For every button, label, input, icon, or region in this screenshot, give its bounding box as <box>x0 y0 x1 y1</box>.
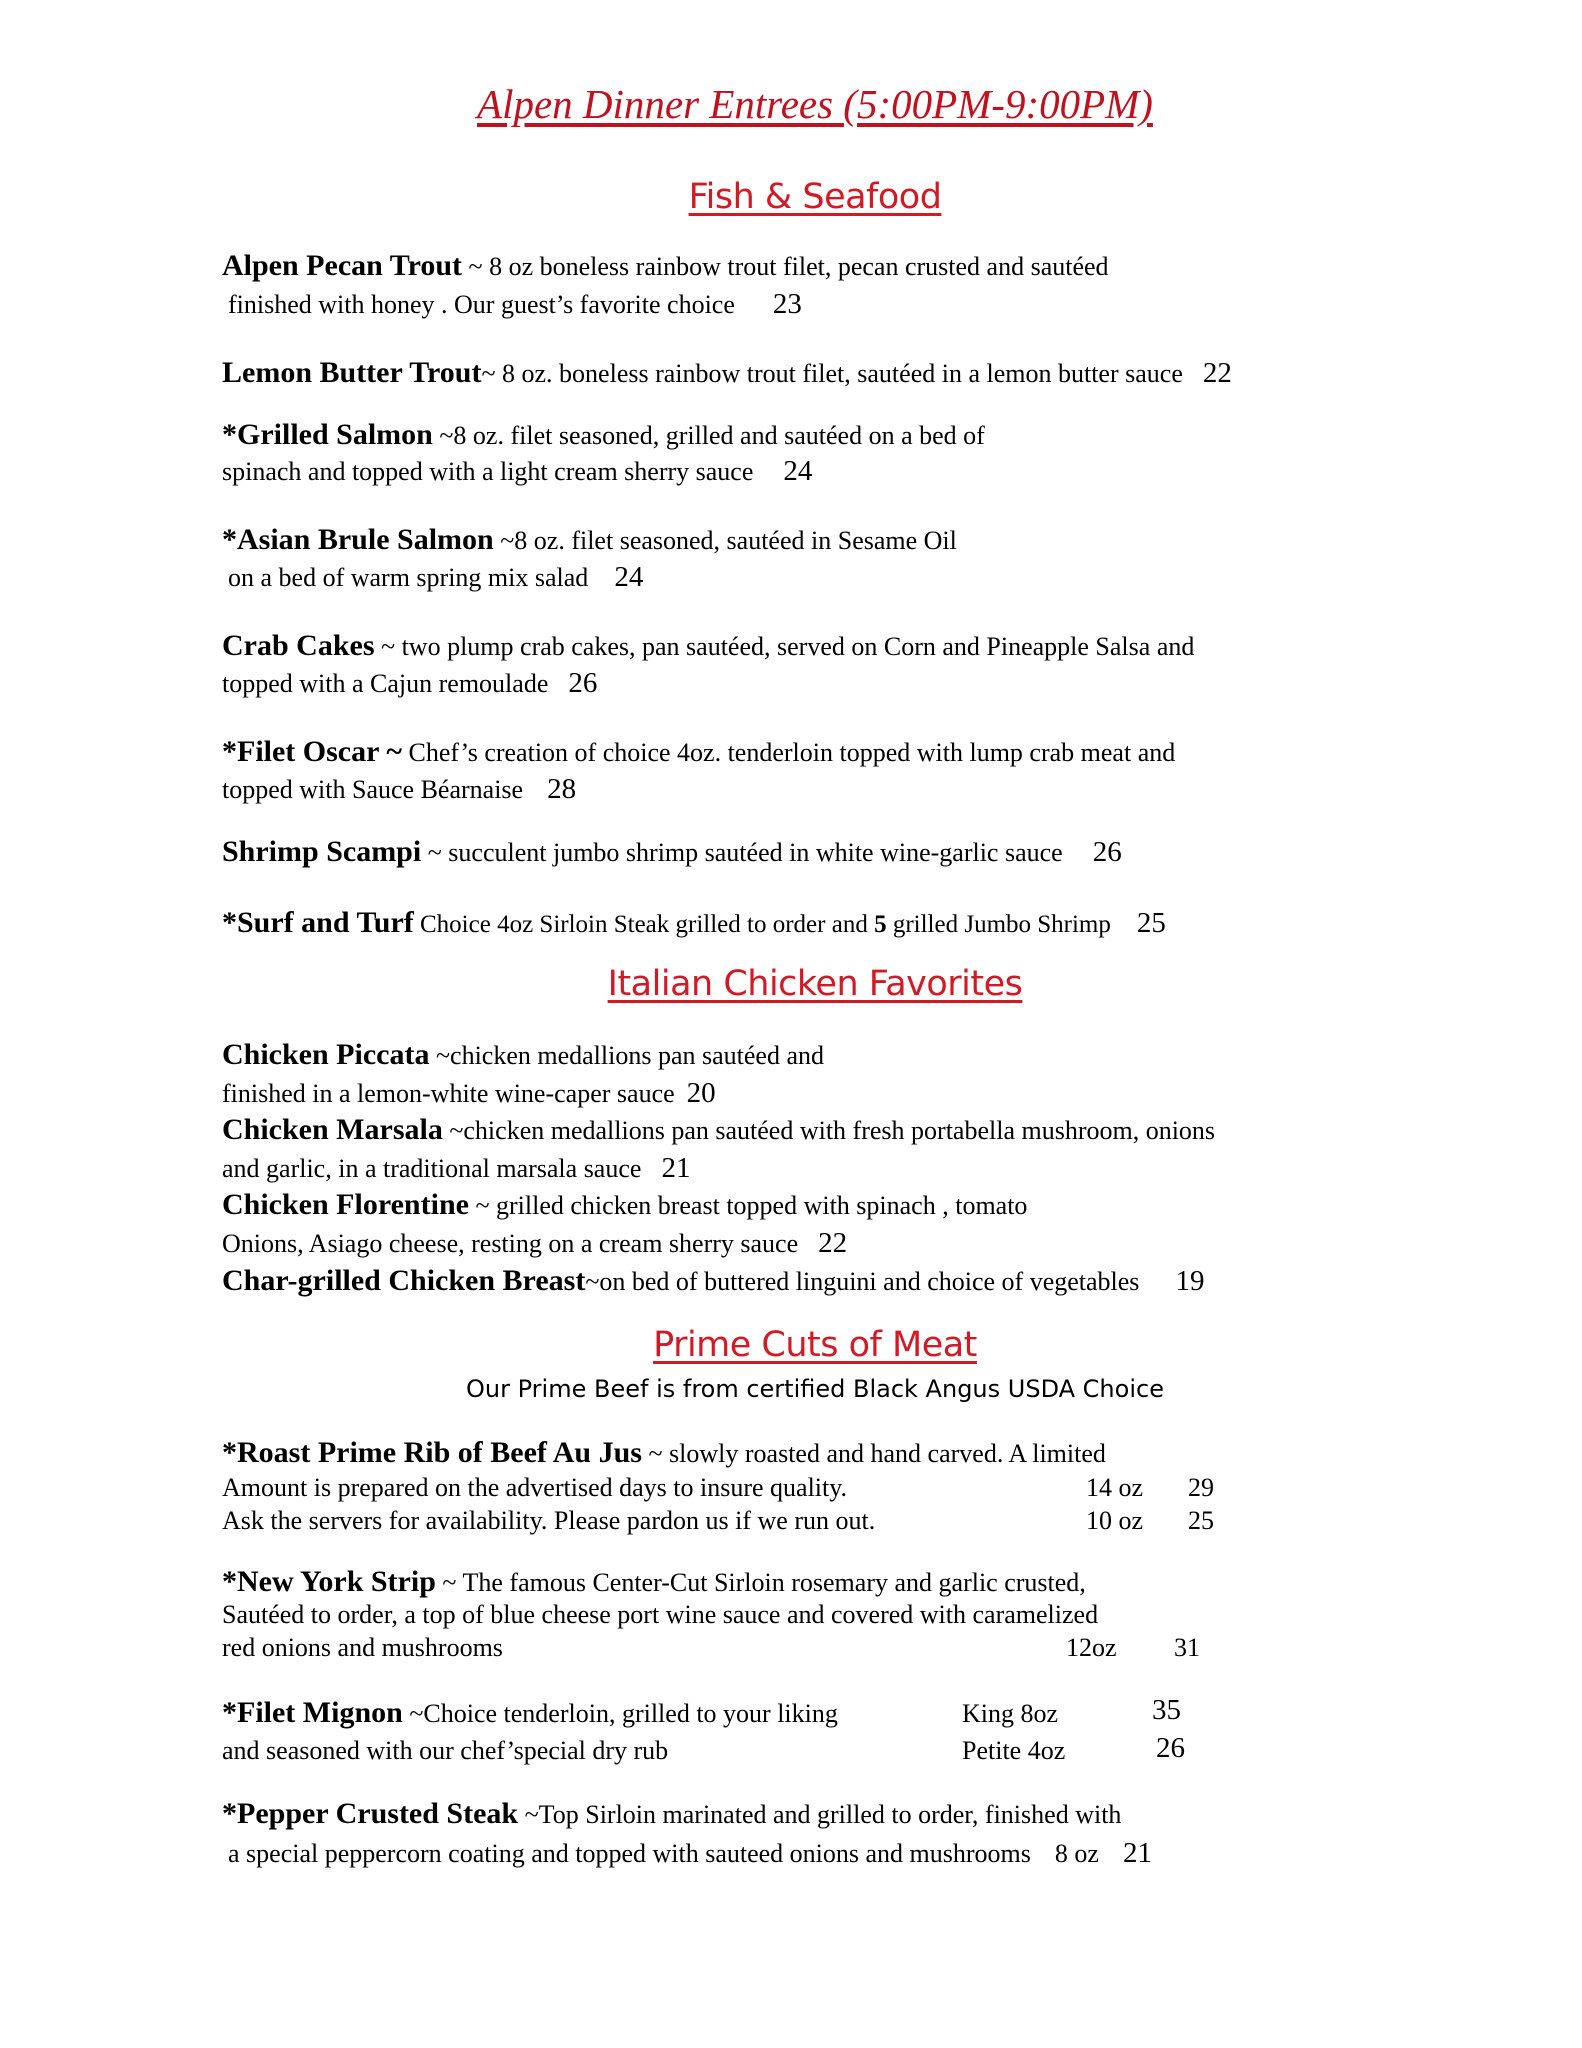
item-name: Crab Cakes <box>222 629 375 662</box>
item-price: 24 <box>614 561 644 593</box>
item-price: 25 <box>1188 1506 1214 1535</box>
menu-item-filet-oscar <box>222 735 1175 769</box>
item-price: 28 <box>547 773 577 805</box>
menu-item-chicken-florentine <box>222 1188 1027 1222</box>
item-name: *Grilled Salmon <box>222 418 433 451</box>
item-desc: ~chicken medallions pan sautéed and <box>429 1041 825 1070</box>
item-desc-line: Sautéed to order, a top of blue cheese port wine sauce and covered with caramelized <box>222 1600 1099 1629</box>
item-price: 20 <box>686 1077 716 1109</box>
item-name: *Filet Oscar ~ <box>222 735 402 768</box>
item-price: 24 <box>783 455 813 487</box>
section-subtitle: Our Prime Beef is from certified Black Angus USDA Choice <box>466 1375 1164 1403</box>
section-fish-seafood: Fish & Seafood <box>688 177 942 217</box>
item-desc-line <box>222 667 597 700</box>
menu-item-asian-brule-salmon <box>222 523 957 557</box>
item-price: 26 <box>1156 1732 1185 1764</box>
item-price: 19 <box>1175 1265 1205 1297</box>
item-desc: topped with a Cajun remoulade <box>222 669 549 698</box>
item-name: Shrimp Scampi <box>222 835 422 868</box>
item-desc-line: and seasoned with our chef’special dry rub <box>222 1736 669 1765</box>
item-price: 31 <box>1174 1633 1200 1662</box>
item-desc-line <box>222 1152 690 1185</box>
menu-item-pecan-trout <box>222 249 1109 283</box>
item-price: 29 <box>1188 1473 1214 1502</box>
menu-item-chicken-marsala <box>222 1113 1215 1147</box>
item-desc: a special peppercorn coating and topped with sauteed onions and mushrooms <box>228 1839 1031 1868</box>
menu-item-prime-rib <box>222 1436 1106 1470</box>
menu-item-shrimp-scampi <box>222 835 1122 869</box>
menu-item-surf-and-turf <box>222 906 1166 940</box>
section-prime-cuts: Prime Cuts of Meat <box>653 1325 977 1365</box>
item-size: 12oz <box>1066 1633 1117 1662</box>
item-desc: ~Top Sirloin marinated and grilled to order, finished with <box>518 1800 1122 1829</box>
item-size: 10 oz <box>1086 1506 1144 1535</box>
item-desc: ~ The famous Center-Cut Sirloin rosemary and garlic crusted, <box>435 1568 1086 1597</box>
item-name: *Surf and Turf <box>222 906 414 939</box>
menu-item-filet-mignon <box>222 1696 838 1730</box>
menu-item-lemon-butter-trout <box>222 356 1232 390</box>
menu-item-grilled-salmon <box>222 418 985 452</box>
menu-item-char-grilled-chicken <box>222 1264 1204 1298</box>
item-size: 8 oz <box>1054 1839 1099 1868</box>
item-desc: ~ grilled chicken breast topped with spinach , tomato <box>468 1191 1028 1220</box>
item-price: 23 <box>772 288 802 320</box>
item-desc: ~ two plump crab cakes, pan sautéed, served on Corn and Pineapple Salsa and <box>374 632 1195 661</box>
item-desc: ~ 8 oz boneless rainbow trout filet, pecan crusted and sautéed <box>462 252 1109 281</box>
item-price: 25 <box>1136 907 1166 939</box>
item-name: Lemon Butter Trout <box>222 356 482 389</box>
item-shrimp-count: 5 <box>874 911 887 938</box>
menu-item-chicken-piccata <box>222 1038 824 1072</box>
section-italian-chicken: Italian Chicken Favorites <box>607 964 1023 1004</box>
item-name: Char-grilled Chicken Breast <box>222 1264 586 1297</box>
item-name: *Filet Mignon <box>222 1696 403 1729</box>
item-desc-line <box>222 773 576 806</box>
item-name: *Pepper Crusted Steak <box>222 1797 519 1830</box>
item-size: King 8oz <box>962 1699 1059 1728</box>
item-name: Alpen Pecan Trout <box>222 249 463 282</box>
item-name: Chicken Marsala <box>222 1113 443 1146</box>
item-desc: ~Choice tenderloin, grilled to your liking <box>402 1699 838 1728</box>
item-price: 22 <box>818 1227 848 1259</box>
item-name: *New York Strip <box>222 1565 436 1598</box>
menu-item-crab-cakes <box>222 629 1194 663</box>
item-desc: Chef’s creation of choice 4oz. tenderloin topped with lump crab meat and <box>402 738 1176 767</box>
item-name: Chicken Florentine <box>222 1188 469 1221</box>
item-desc-line <box>222 1227 847 1260</box>
item-desc: and garlic, in a traditional marsala sauce <box>222 1154 642 1183</box>
item-desc: ~ succulent jumbo shrimp sautéed in white wine-garlic sauce <box>421 838 1063 867</box>
item-name: Chicken Piccata <box>222 1038 430 1071</box>
item-desc-line: red onions and mushrooms <box>222 1633 503 1662</box>
item-desc: on a bed of warm spring mix salad <box>228 563 589 592</box>
item-desc: ~on bed of buttered linguini and choice of vegetables <box>585 1267 1140 1296</box>
menu-item-ny-strip <box>222 1565 1086 1599</box>
item-desc: ~ 8 oz. boneless rainbow trout filet, sautéed in a lemon butter sauce <box>481 359 1183 388</box>
item-desc-line: Amount is prepared on the advertised days to insure quality. <box>222 1473 848 1502</box>
item-desc: ~chicken medallions pan sautéed with fresh portabella mushroom, onions <box>442 1116 1216 1145</box>
item-size: Petite 4oz <box>962 1736 1066 1765</box>
item-name: *Asian Brule Salmon <box>222 523 494 556</box>
item-desc: ~ slowly roasted and hand carved. A limited <box>641 1439 1106 1468</box>
item-desc: Choice 4oz Sirloin Steak grilled to order and <box>413 911 875 938</box>
item-name: *Roast Prime Rib of Beef Au Jus <box>222 1436 642 1469</box>
item-price: 35 <box>1152 1694 1181 1726</box>
item-desc-line <box>222 1077 716 1110</box>
item-desc-line <box>228 288 802 321</box>
item-desc-line: Ask the servers for availability. Please pardon us if we run out. <box>222 1506 876 1535</box>
item-desc: Onions, Asiago cheese, resting on a cream sherry sauce <box>222 1229 799 1258</box>
item-price: 21 <box>661 1152 691 1184</box>
item-desc-line <box>228 561 643 594</box>
item-desc: finished with honey . Our guest’s favorite choice <box>228 290 735 319</box>
item-desc-line <box>222 455 812 488</box>
item-desc-line <box>228 1837 1152 1870</box>
item-price: 26 <box>1092 836 1122 868</box>
item-desc: finished in a lemon-white wine-caper sauce <box>222 1079 675 1108</box>
item-price: 21 <box>1122 1837 1152 1869</box>
item-desc: grilled Jumbo Shrimp <box>886 911 1111 938</box>
item-price: 26 <box>568 667 598 699</box>
menu-item-pepper-crusted-steak <box>222 1797 1121 1831</box>
item-desc: spinach and topped with a light cream sherry sauce <box>222 457 754 486</box>
item-desc: topped with Sauce Béarnaise <box>222 775 524 804</box>
item-price: 22 <box>1202 357 1232 389</box>
menu-title: Alpen Dinner Entrees (5:00PM-9:00PM) <box>477 81 1153 127</box>
item-size: 14 oz <box>1086 1473 1144 1502</box>
item-desc: ~8 oz. filet seasoned, grilled and sautéed on a bed of <box>432 421 985 450</box>
item-desc: ~8 oz. filet seasoned, sautéed in Sesame Oil <box>493 526 957 555</box>
